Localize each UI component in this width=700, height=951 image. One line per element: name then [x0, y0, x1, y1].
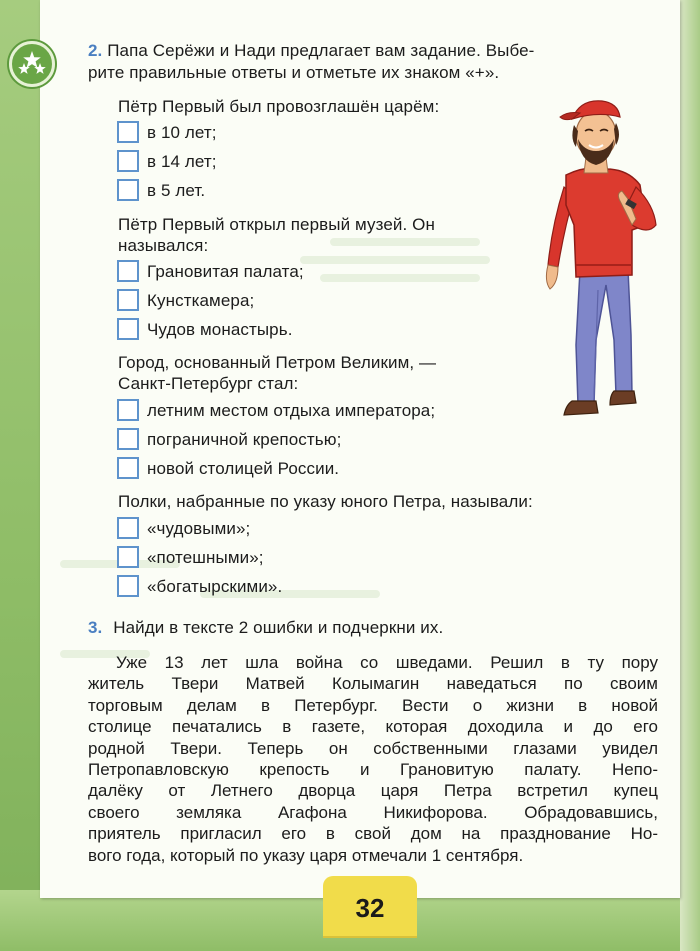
question3-option3-label: новой столицей России. — [147, 459, 340, 478]
question4-option1-checkbox[interactable] — [117, 517, 139, 539]
task3-text-line: житель Твери Матвей Колымагин наведаться по своим — [88, 674, 658, 694]
task3-text-line: приятель пригласил его в свой дом на празднование Но- — [88, 824, 658, 844]
task3-text-line: Уже 13 лет шла война со шведами. Решил в ту пору — [116, 653, 658, 672]
question2-prompt-line1: Пётр Первый открыл первый музей. Он — [118, 215, 435, 234]
task3-text-line: торговым делам в Петербург. Вести о жизни в новой — [88, 695, 658, 715]
question1-option2-checkbox[interactable] — [117, 150, 139, 172]
background-left-strip — [0, 0, 40, 951]
task3-text-line: Петропавловскую крепость и Грановитую палату. Непо- — [88, 760, 658, 780]
question1-option2-label: в 14 лет; — [147, 152, 217, 171]
question4-option3-label: «богатырскими». — [147, 577, 283, 596]
question3-option1-label: летним местом отдыха императора; — [147, 401, 436, 420]
question2-option3-label: Чудов монастырь. — [147, 320, 293, 339]
three-stars-icon — [16, 48, 48, 80]
question4-option2-label: «потешными»; — [147, 548, 264, 567]
question3-prompt-line1: Город, основанный Петром Великим, — — [118, 353, 437, 372]
task3-text-line: родной Твери. Теперь он собственными глазами увидел — [88, 738, 658, 758]
question2-prompt-line2: назывался: — [118, 236, 209, 255]
question3-option1-checkbox[interactable] — [117, 399, 139, 421]
question4-option3-checkbox[interactable] — [117, 575, 139, 597]
question1-prompt: Пётр Первый был провозглашён царём: — [118, 97, 440, 116]
task3-text-line: далёку от Летнего дворца царя Петра встретил купец — [88, 781, 658, 801]
question4-option2-checkbox[interactable] — [117, 546, 139, 568]
task-badge — [9, 41, 55, 87]
question1-option3-checkbox[interactable] — [117, 179, 139, 201]
question1-option3-label: в 5 лет. — [147, 181, 206, 200]
question2-option1-checkbox[interactable] — [117, 260, 139, 282]
question3-option3-checkbox[interactable] — [117, 457, 139, 479]
question2-option3-checkbox[interactable] — [117, 318, 139, 340]
task3-instruction — [88, 617, 443, 638]
page-right-edge — [680, 0, 700, 951]
task3-text-line: своего земляка Агафона Никифорова. Обрадовавшись, — [88, 802, 658, 822]
task2-instruction-line2: рите правильные ответы и отметьте их знаком «+». — [88, 63, 500, 82]
question3-option2-label: пограничной крепостью; — [147, 430, 342, 449]
task2-instruction-line1 — [88, 40, 534, 61]
question2-option2-label: Кунсткамера; — [147, 291, 255, 310]
task3-number: 3. — [88, 618, 103, 637]
task3-text — [88, 652, 658, 866]
question3-option2-checkbox[interactable] — [117, 428, 139, 450]
task2-number: 2. — [88, 41, 103, 60]
question3-prompt-line2: Санкт-Петербург стал: — [118, 374, 299, 393]
question1-option1-checkbox[interactable] — [117, 121, 139, 143]
question1-option1-label: в 10 лет; — [147, 123, 217, 142]
task3-instruction-text: Найди в тексте 2 ошибки и подчеркни их. — [113, 618, 444, 637]
dad-illustration — [536, 95, 666, 425]
task2-instruction-text1: Папа Серёжи и Нади предлагает вам задание. Выбе- — [107, 41, 535, 60]
question4-prompt: Полки, набранные по указу юного Петра, называли: — [118, 492, 533, 511]
question4-option1-label: «чудовыми»; — [147, 519, 251, 538]
page-number: 32 — [355, 893, 385, 923]
question2-option2-checkbox[interactable] — [117, 289, 139, 311]
task3-text-line: вого года, который по указу царя отмечали 1 сентября. — [88, 845, 524, 865]
task3-text-line: столице печатались в газете, которая доходила и до его — [88, 717, 658, 737]
question2-option1-label: Грановитая палата; — [147, 262, 304, 281]
